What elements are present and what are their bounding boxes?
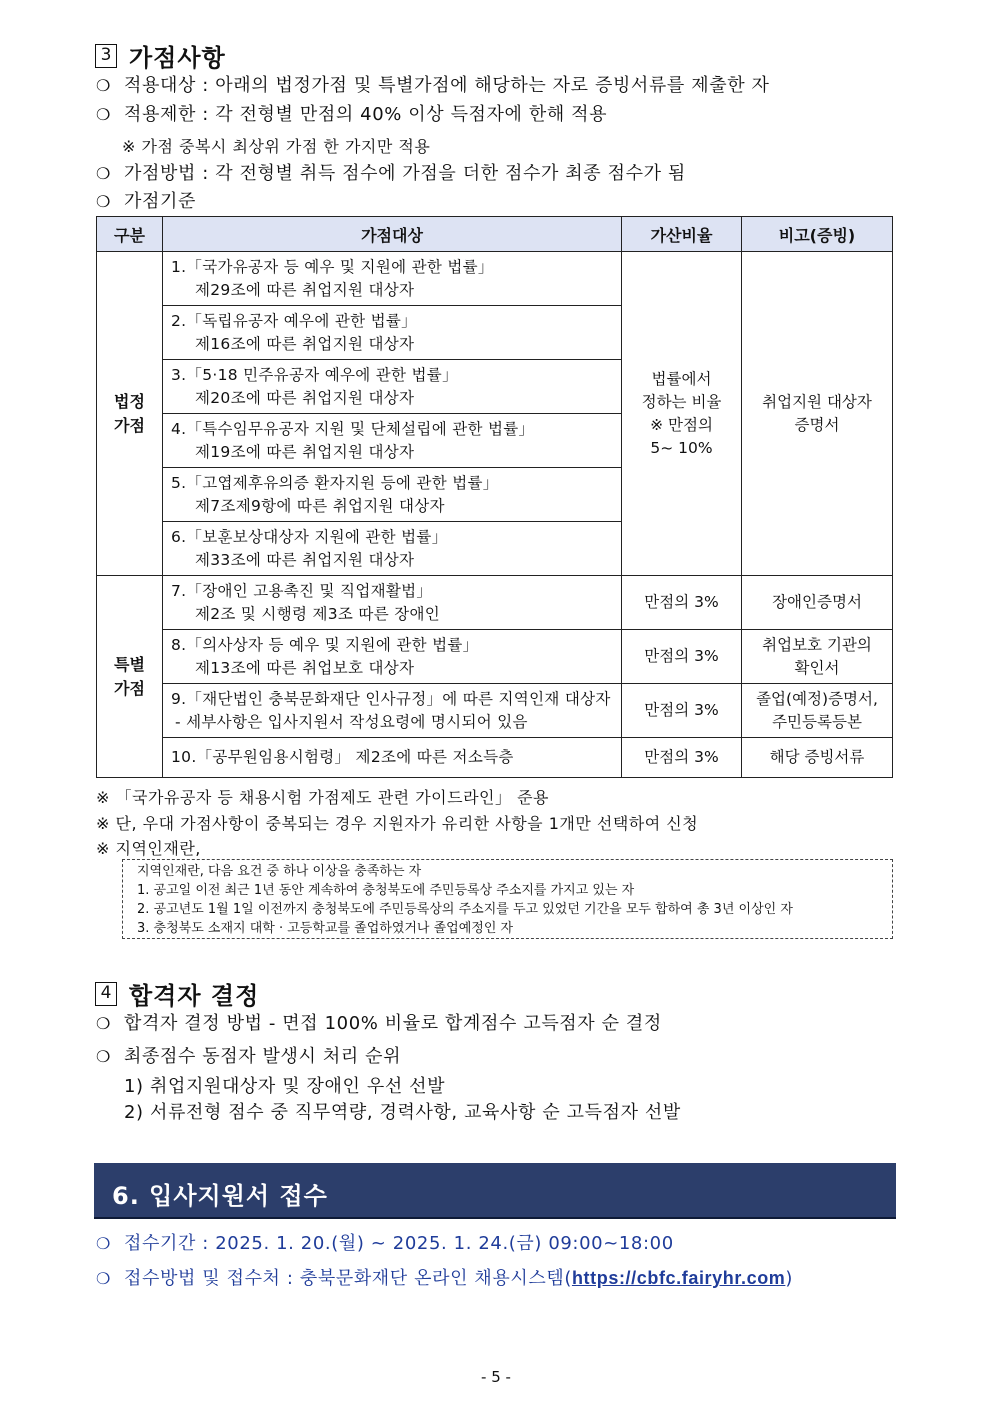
legal-rate: 법률에서 정하는 비율 ※ 만점의 5~ 10% (622, 252, 742, 576)
bullet-apply-target: ❍ 적용대상 : 아래의 법정가점 및 특별가점에 해당하는 자로 증빙서류를 제출한 자 (96, 75, 770, 96)
special-remark-7: 장애인증명서 (742, 576, 893, 630)
circle-bullet-icon: ❍ (96, 105, 111, 124)
header-category: 구분 (97, 217, 163, 252)
legal-target-4: 4.「특수임무유공자 지원 및 단체설립에 관한 법률」 제19조에 따른 취업지원 대상자 (163, 414, 622, 468)
header-rate: 가산비율 (622, 217, 742, 252)
section-number-box: 4 (95, 982, 117, 1006)
bullet-apply-limit: ❍ 적용제한 : 각 전형별 만점의 40% 이상 득점자에 한해 적용 (96, 104, 608, 125)
bonus-criteria-table (96, 216, 893, 778)
banner-title: 6. 입사지원서 접수 (112, 1182, 328, 1210)
header-target: 가점대상 (163, 217, 622, 252)
bullet-tie-break: ❍ 최종점수 동점자 발생시 처리 순위 (96, 1046, 402, 1067)
legal-target-5: 5.「고엽제후유의증 환자지원 등에 관한 법률」 제7조제9항에 따른 취업지원 대상자 (163, 468, 622, 522)
note-duplicate: ※ 단, 우대 가점사항이 중복되는 경우 지원자가 유리한 사항을 1개만 선택하여 신청 (96, 814, 699, 833)
limit-note: ※ 가점 중복시 최상위 가점 한 가지만 적용 (122, 137, 431, 156)
header-remark: 비고(증빙) (742, 217, 893, 252)
note-regional: ※ 지역인재란, (96, 839, 201, 858)
special-remark-10: 해당 증빙서류 (742, 738, 893, 778)
legal-target-2: 2.「독립유공자 예우에 관한 법률」 제16조에 따른 취업지원 대상자 (163, 306, 622, 360)
table-row (97, 252, 893, 306)
page-number: - 5 - (481, 1368, 511, 1386)
section-4-heading (95, 976, 259, 1011)
special-remark-9: 졸업(예정)증명서, 주민등록등본 (742, 684, 893, 738)
special-target-10: 10.「공무원임용시험령」 제2조에 따른 저소득층 (163, 738, 622, 778)
special-target-7: 7.「장애인 고용촉진 및 직업재활법」 제2조 및 시행령 제3조 따른 장애인 (163, 576, 622, 630)
bullet-pass-method: ❍ 합격자 결정 방법 - 면접 100% 비율로 합계점수 고득점자 순 결정 (96, 1013, 662, 1034)
tie-break-rule-1: 1) 취업지원대상자 및 장애인 우선 선발 (124, 1076, 446, 1097)
bullet-method: ❍ 가점방법 : 각 전형별 취득 점수에 가점을 더한 점수가 최종 점수가 됨 (96, 163, 686, 184)
section-title: 합격자 결정 (129, 982, 260, 1010)
tie-break-rule-2: 2) 서류전형 점수 중 직무역량, 경력사항, 교육사항 순 고득점자 선발 (124, 1102, 681, 1123)
circle-bullet-icon: ❍ (96, 1234, 111, 1253)
circle-bullet-icon: ❍ (96, 192, 111, 211)
section-title: 가점사항 (129, 44, 226, 72)
special-rate-8: 만점의 3% (622, 630, 742, 684)
special-remark-8: 취업보호 기관의 확인서 (742, 630, 893, 684)
circle-bullet-icon: ❍ (96, 1014, 111, 1033)
special-rate-7: 만점의 3% (622, 576, 742, 630)
circle-bullet-icon: ❍ (96, 1269, 111, 1288)
circle-bullet-icon: ❍ (96, 76, 111, 95)
table-row (97, 576, 893, 630)
bullet-submission: ❍ 접수방법 및 접수처 : 충북문화재단 온라인 채용시스템(https://cbfc.fairyhr.com) (96, 1268, 794, 1289)
table-row (97, 684, 893, 738)
bullet-criteria: ❍ 가점기준 (96, 191, 196, 212)
legal-target-1: 1.「국가유공자 등 예우 및 지원에 관한 법률」 제29조에 따른 취업지원 대상자 (163, 252, 622, 306)
section-3-heading (95, 38, 226, 73)
legal-target-3: 3.「5·18 민주유공자 예우에 관한 법률」 제20조에 따른 취업지원 대상자 (163, 360, 622, 414)
recruit-site-link[interactable]: https://cbfc.fairyhr.com (571, 1268, 786, 1288)
special-rate-10: 만점의 3% (622, 738, 742, 778)
special-target-9: 9.「재단법인 충북문화재단 인사규정」에 따른 지역인재 대상자 - 세부사항은 입사지원서 작성요령에 명시되어 있음 (163, 684, 622, 738)
section-6-banner (94, 1163, 896, 1219)
note-guideline: ※ 「국가유공자 등 채용시험 가점제도 관련 가이드라인」 준용 (96, 788, 549, 807)
circle-bullet-icon: ❍ (96, 1047, 111, 1066)
circle-bullet-icon: ❍ (96, 164, 111, 183)
special-rate-9: 만점의 3% (622, 684, 742, 738)
regional-talent-box: 지역인재란, 다음 요건 중 하나 이상을 충족하는 자 1. 공고일 이전 최근 1년 동안 계속하여 충청북도에 주민등록상 주소지를 가지고 있는 자 2. 공고년도 1월 1일 이전까지 충청북도에 주민등록상의 주소지를 두고 있었던 기간을 모두 합하여 총 3년 이상인 자 3. 충청북도 소재지 대학 · 고등학교를 졸업하였거나 졸업예정인 자 (122, 859, 893, 939)
legal-target-6: 6.「보훈보상대상자 지원에 관한 법률」 제33조에 따른 취업지원 대상자 (163, 522, 622, 576)
section-number-box: 3 (95, 44, 117, 68)
special-target-8: 8.「의사상자 등 예우 및 지원에 관한 법률」 제13조에 따른 취업보호 대상자 (163, 630, 622, 684)
table-header-row (97, 217, 893, 252)
table-row (97, 738, 893, 778)
legal-remark: 취업지원 대상자 증명서 (742, 252, 893, 576)
bullet-period: ❍ 접수기간 : 2025. 1. 20.(월) ~ 2025. 1. 24.(금) 09:00~18:00 (96, 1233, 674, 1254)
category-legal: 법정 가점 (97, 252, 163, 576)
category-special: 특별 가점 (97, 576, 163, 778)
table-row (97, 630, 893, 684)
